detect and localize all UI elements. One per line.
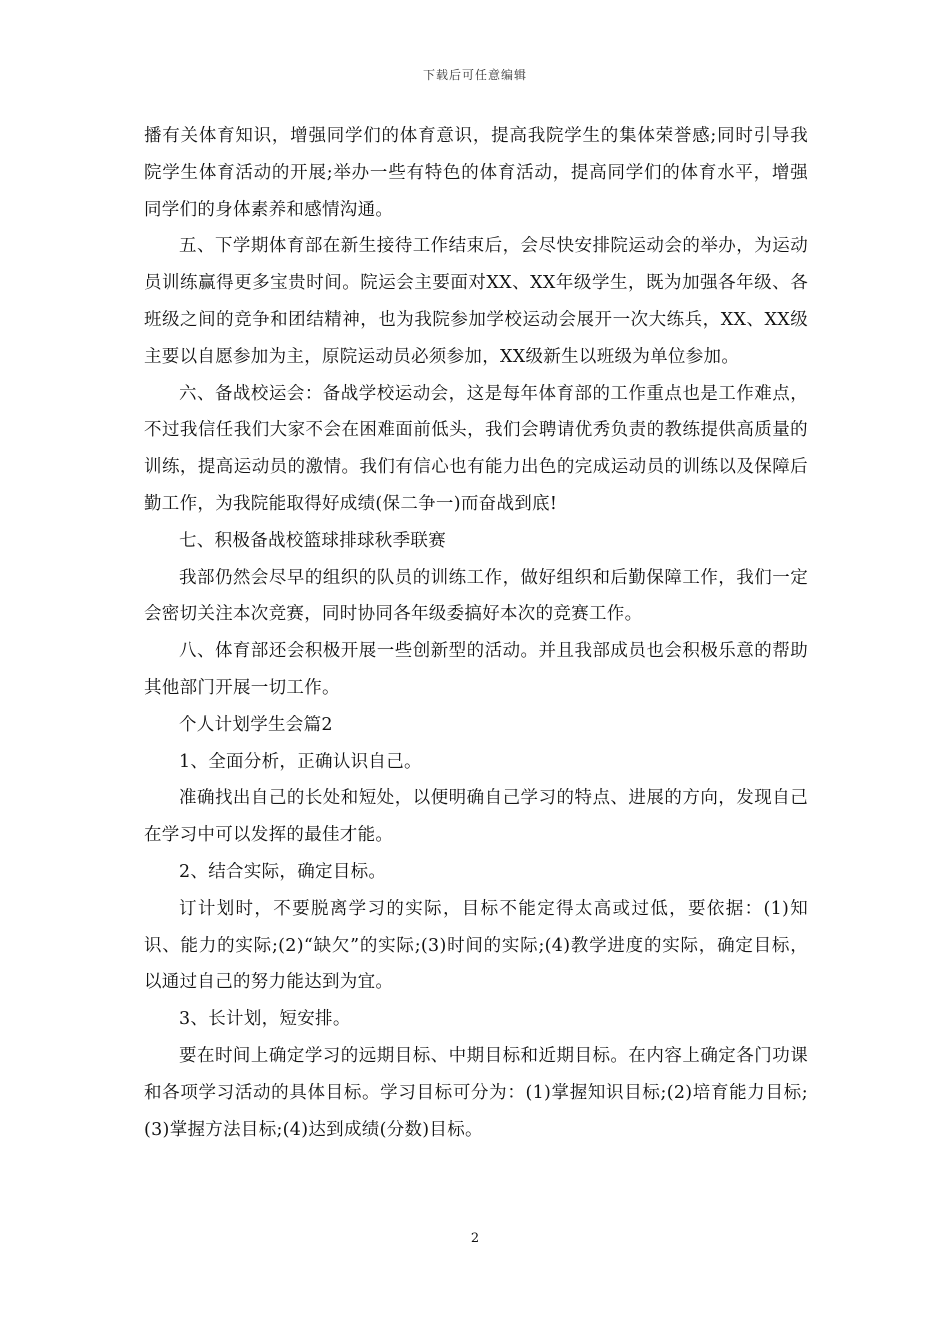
- page-header-note: 下载后可任意编辑: [422, 68, 527, 82]
- paragraph-continuation: 播有关体育知识，增强同学们的体育意识，提高我院学生的集体荣誉感;同时引导我院学生体育活动的开展;举办一些有特色的体育活动，提高同学们的体育水平，增强同学们的身体素养和感情沟通。: [144, 126, 808, 220]
- paragraph-item-8: 八、体育部还会积极开展一些创新型的活动。并且我部成员也会积极乐意的帮助其他部门开展一切工作。: [144, 641, 808, 698]
- paragraph-item-7-body: 我部仍然会尽早的组织的队员的训练工作，做好组织和后勤保障工作，我们一定会密切关注本次竞赛，同时协同各年级委搞好本次的竞赛工作。: [144, 567, 808, 625]
- step-3-body: 要在时间上确定学习的远期目标、中期目标和近期目标。在内容上确定各门功课和各项学习活动的具体目标。学习目标可分为：(1)掌握知识目标;(2)培育能力目标;(3)掌握方法目标;(4)达到成绩(分数)目标。: [144, 1045, 808, 1140]
- section-title: 个人计划学生会篇2: [179, 714, 333, 735]
- step-3-heading: 3、长计划，短安排。: [179, 1009, 351, 1030]
- document-body: [144, 118, 808, 1148]
- paragraph-item-7-heading: 七、积极备战校篮球排球秋季联赛: [179, 530, 446, 551]
- paragraph-item-6: 六、备战校运会：备战学校运动会，这是每年体育部的工作重点也是工作难点，不过我信任我们大家不会在困难面前低头，我们会聘请优秀负责的教练提供高质量的训练，提高运动员的激情。我们有信心也有能力出色的完成运动员的训练以及保障后勤工作，为我院能取得好成绩(保二争一)而奋战到底!: [144, 383, 808, 514]
- step-1-heading: 1、全面分析，正确认识自己。: [179, 751, 422, 772]
- paragraph-item-5: 五、下学期体育部在新生接待工作结束后，会尽快安排院运动会的举办，为运动员训练赢得更多宝贵时间。院运会主要面对XX、XX年级学生，既为加强各年级、各班级之间的竞争和团结精神，也为我院参加学校运动会展开一次大练兵，XX、XX级主要以自愿参加为主，原院运动员必须参加，XX级新生以班级为单位参加。: [144, 236, 808, 367]
- page-number: 2: [470, 1231, 480, 1246]
- step-2-body: 订计划时，不要脱离学习的实际，目标不能定得太高或过低，要依据：(1)知识、能力的实际;(2)“缺欠”的实际;(3)时间的实际;(4)教学进度的实际，确定目标，以通过自己的努力能达到为宜。: [144, 898, 808, 993]
- step-2-heading: 2、结合实际，确定目标。: [179, 861, 387, 882]
- step-1-body: 准确找出自己的长处和短处，以便明确自己学习的特点、进展的方向，发现自己在学习中可以发挥的最佳才能。: [144, 788, 808, 846]
